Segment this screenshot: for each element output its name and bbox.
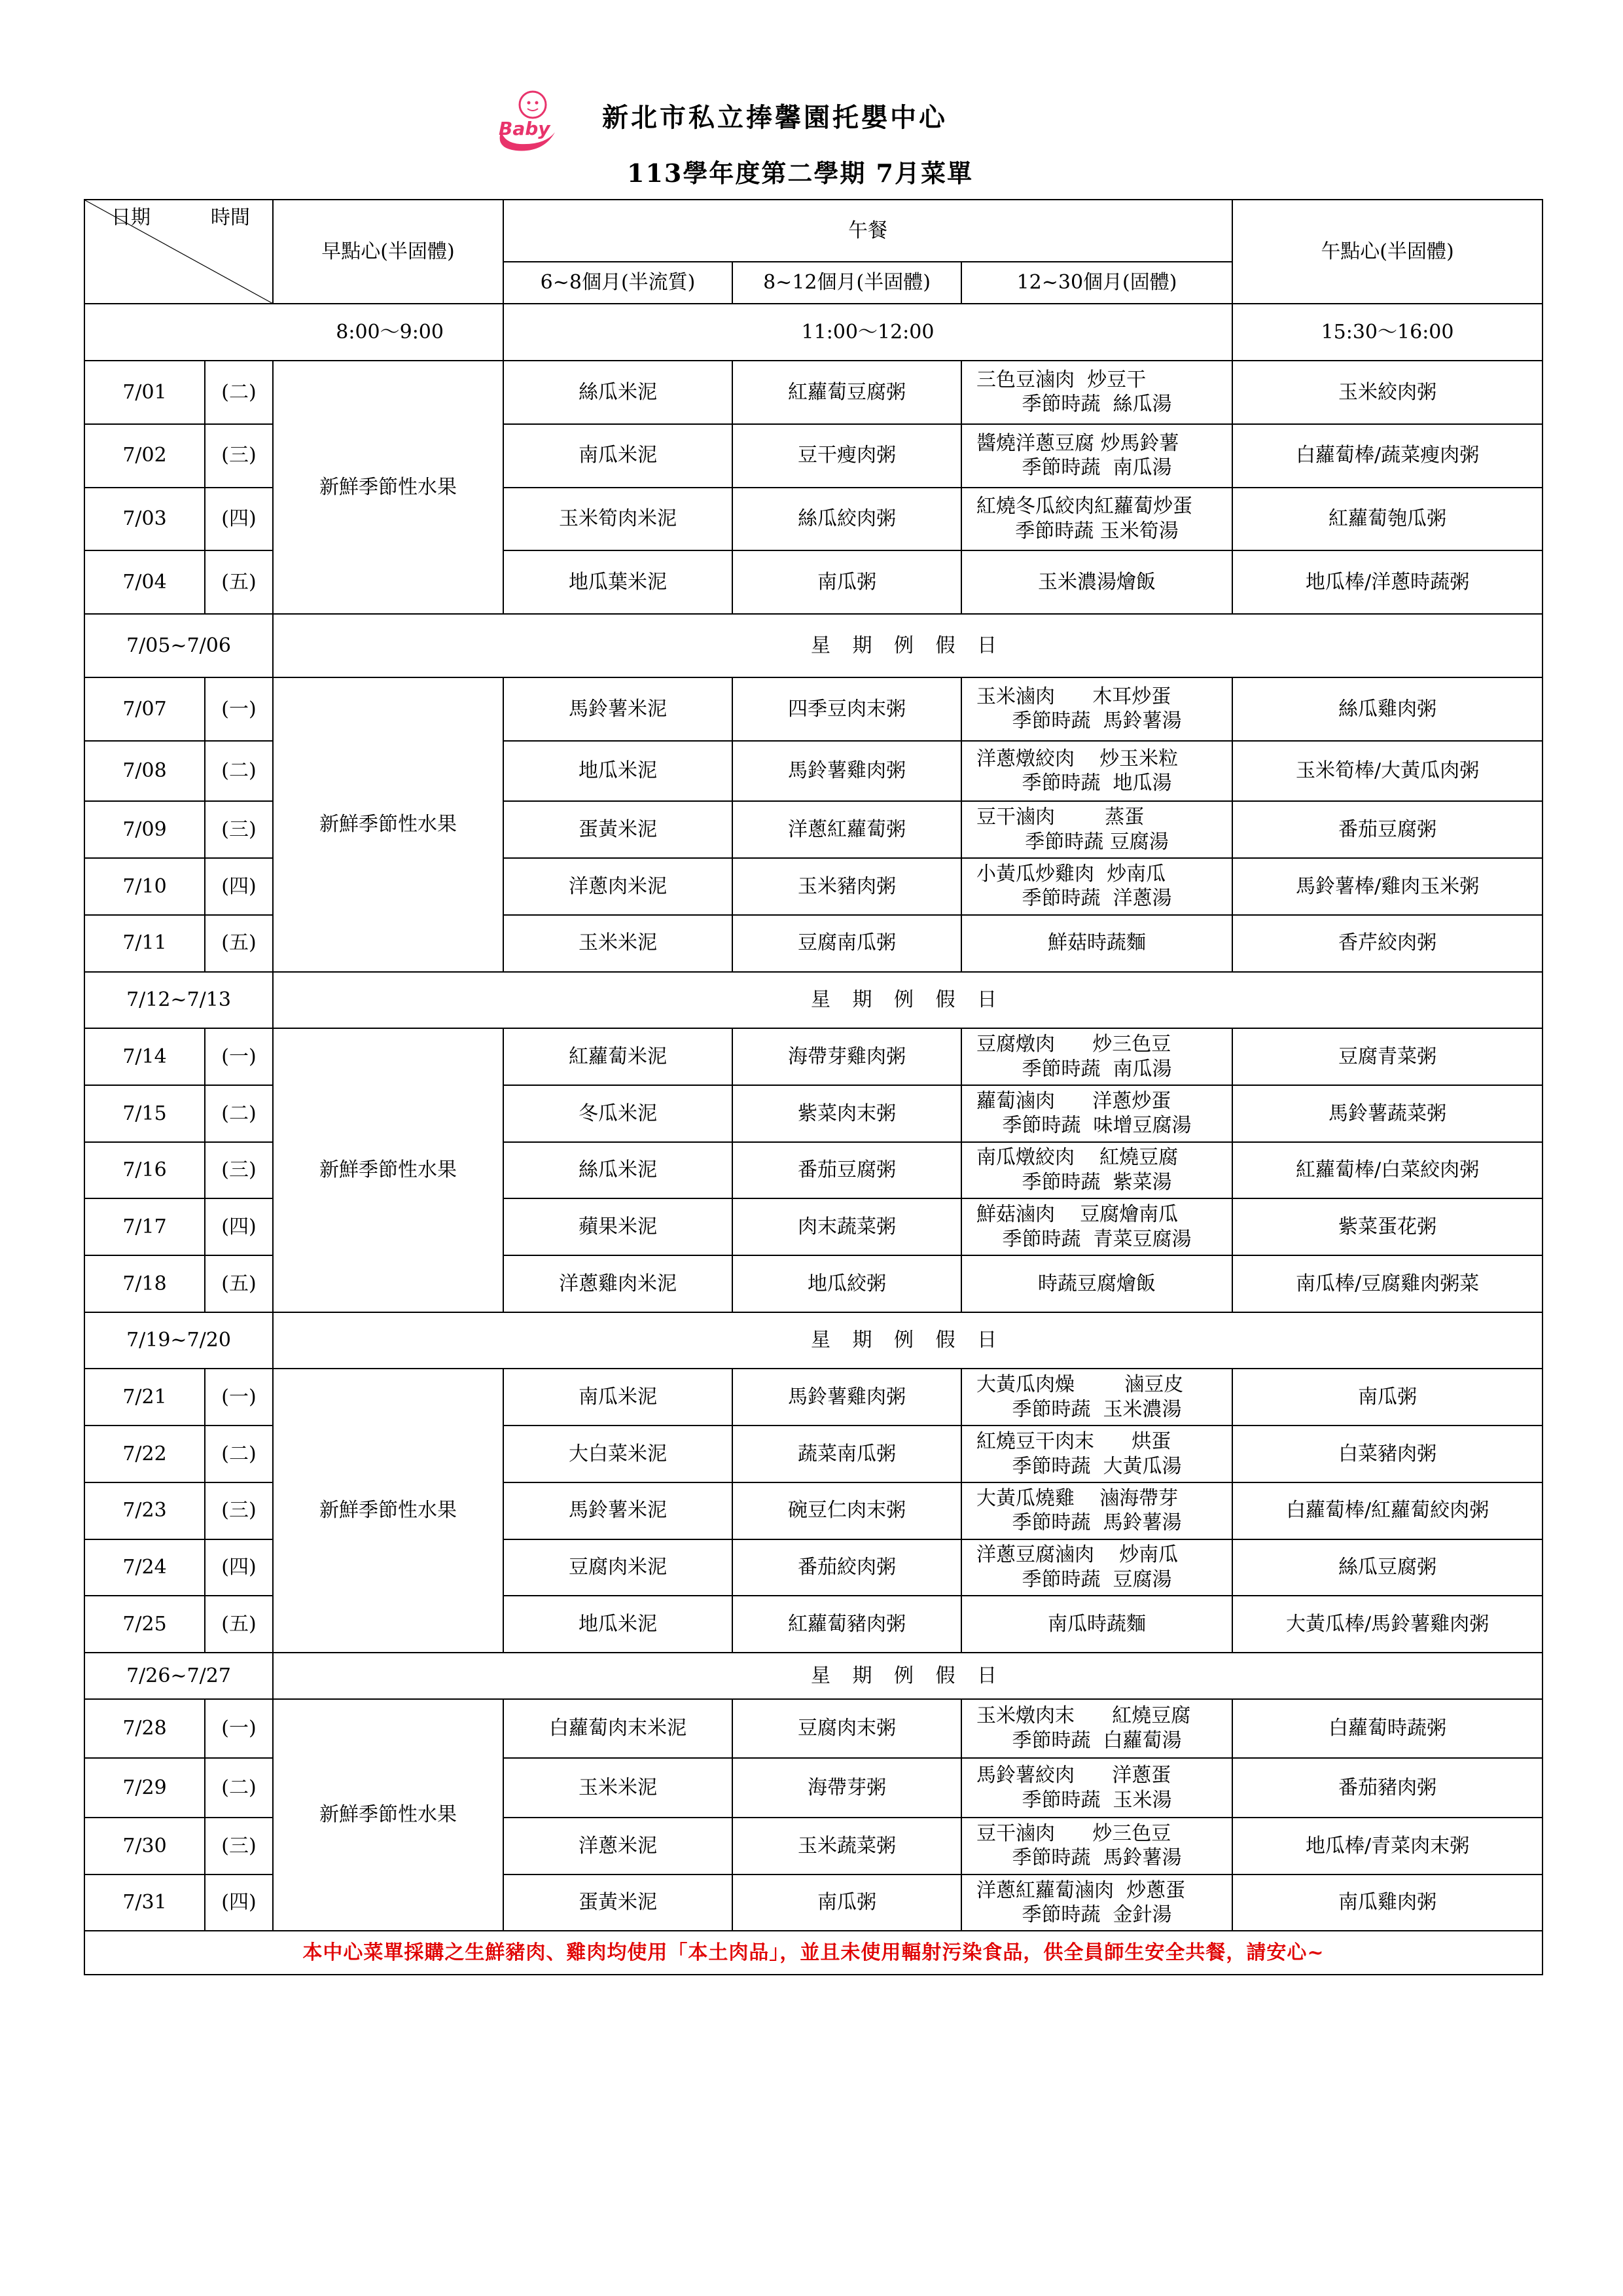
date-cell: 7/14 xyxy=(84,1028,205,1085)
lunch-line-main: 馬鈴薯絞肉 洋蔥蛋 xyxy=(976,1764,1171,1787)
afternoon-cell: 紅蘿蔔棒/白菜絞肉粥 xyxy=(1232,1142,1543,1199)
lunch-header: 午餐 xyxy=(503,200,1232,262)
lunch-8-12-cell: 馬鈴薯雞肉粥 xyxy=(732,1369,961,1426)
lunch-line-main: 醬燒洋蔥豆腐 炒馬鈴薯 xyxy=(976,431,1179,455)
lunch-6-8-cell: 絲瓜米泥 xyxy=(503,361,732,424)
afternoon-cell: 紅蘿蔔匏瓜粥 xyxy=(1232,488,1543,551)
lunch-12-30-cell xyxy=(961,1699,1232,1759)
lunch-8-12-cell: 紫菜肉末粥 xyxy=(732,1085,961,1142)
lunch-8-12-cell: 番茄絞肉粥 xyxy=(732,1539,961,1596)
lunch-8-12-cell: 絲瓜絞肉粥 xyxy=(732,488,961,551)
date-cell: 7/30 xyxy=(84,1818,205,1874)
date-cell: 7/21 xyxy=(84,1369,205,1426)
afternoon-cell: 香芹絞肉粥 xyxy=(1232,915,1543,972)
date-cell: 7/29 xyxy=(84,1758,205,1818)
lunch-12-30-cell xyxy=(961,361,1232,424)
lunch-8-12-cell: 洋蔥紅蘿蔔粥 xyxy=(732,801,961,858)
lunch-line-side: 季節時蔬 玉米濃湯 xyxy=(1012,1397,1182,1421)
lunch-line-side: 季節時蔬 豆腐湯 xyxy=(1025,830,1169,853)
holiday-label: 星 期 例 假 日 xyxy=(273,1312,1543,1369)
breakfast-time: 8:00～9:00 xyxy=(84,304,503,361)
breakfast-fruit-cell: 新鮮季節性水果 xyxy=(273,361,503,614)
lunch-line-main: 紅燒豆干肉末 烘蛋 xyxy=(976,1430,1171,1453)
weekday-cell: (一) xyxy=(205,677,273,741)
lunch-6-8-cell: 地瓜米泥 xyxy=(503,741,732,802)
lunch-8-12-cell: 南瓜粥 xyxy=(732,1874,961,1931)
weekday-cell: (一) xyxy=(205,1028,273,1085)
lunch-8-12-cell: 南瓜粥 xyxy=(732,550,961,614)
lunch-6-8-cell: 冬瓜米泥 xyxy=(503,1085,732,1142)
lunch-line-side: 季節時蔬 南瓜湯 xyxy=(1022,456,1172,480)
date-cell: 7/09 xyxy=(84,801,205,858)
afternoon-time: 15:30～16:00 xyxy=(1232,304,1543,361)
lunch-line-main: 大黃瓜肉燥 滷豆皮 xyxy=(976,1373,1184,1397)
lunch-line-main: 大黃瓜燒雞 滷海帶芽 xyxy=(976,1486,1179,1510)
holiday-row xyxy=(84,614,1543,677)
weekday-cell: (一) xyxy=(205,1699,273,1759)
table-row xyxy=(84,1028,1543,1085)
lunch-line-side: 季節時蔬 馬鈴薯湯 xyxy=(1012,1511,1182,1535)
lunch-8-12-cell: 地瓜絞粥 xyxy=(732,1255,961,1312)
date-time-header xyxy=(84,200,273,304)
weekday-cell: (五) xyxy=(205,915,273,972)
table-row xyxy=(84,677,1543,741)
lunch-6-8-cell: 地瓜米泥 xyxy=(503,1596,732,1653)
lunch-8-12-cell: 豆腐南瓜粥 xyxy=(732,915,961,972)
afternoon-cell: 南瓜棒/豆腐雞肉粥菜 xyxy=(1232,1255,1543,1312)
lunch-line-side: 季節時蔬 青菜豆腐湯 xyxy=(1002,1227,1192,1251)
lunch-line-side: 季節時蔬 味增豆腐湯 xyxy=(1002,1114,1192,1138)
date-cell: 7/07 xyxy=(84,677,205,741)
lunch-8-12-cell: 海帶芽雞肉粥 xyxy=(732,1028,961,1085)
lunch-12-30-cell: 南瓜時蔬麵 xyxy=(961,1596,1232,1653)
weekday-cell: (四) xyxy=(205,488,273,551)
lunch-8-12-cell: 蔬菜南瓜粥 xyxy=(732,1426,961,1482)
lunch-line-side: 季節時蔬 洋蔥湯 xyxy=(1022,887,1172,910)
menu-table xyxy=(84,199,1543,1975)
lunch-line-main: 蘿蔔滷肉 洋蔥炒蛋 xyxy=(976,1089,1171,1113)
afternoon-cell: 地瓜棒/洋蔥時蔬粥 xyxy=(1232,550,1543,614)
footer-row xyxy=(84,1931,1543,1975)
lunch-6-8-cell: 蛋黃米泥 xyxy=(503,1874,732,1931)
lunch-12-30-cell xyxy=(961,1369,1232,1426)
lunch-12-30-cell xyxy=(961,1818,1232,1874)
afternoon-cell: 玉米絞肉粥 xyxy=(1232,361,1543,424)
lunch-8-12-cell: 豆干瘦肉粥 xyxy=(732,424,961,488)
weekday-cell: (三) xyxy=(205,801,273,858)
weekday-cell: (四) xyxy=(205,858,273,915)
date-cell: 7/03 xyxy=(84,488,205,551)
afternoon-cell: 白蘿蔔棒/紅蘿蔔絞肉粥 xyxy=(1232,1482,1543,1539)
lunch-8-12-cell: 肉末蔬菜粥 xyxy=(732,1198,961,1255)
holiday-date-range: 7/19~7/20 xyxy=(84,1312,273,1369)
lunch-6-8-cell: 洋蔥肉米泥 xyxy=(503,858,732,915)
lunch-8-12-cell: 玉米蔬菜粥 xyxy=(732,1818,961,1874)
lunch-6-8-cell: 紅蘿蔔米泥 xyxy=(503,1028,732,1085)
date-cell: 7/22 xyxy=(84,1426,205,1482)
lunch-12-30-cell xyxy=(961,801,1232,858)
weekday-cell: (五) xyxy=(205,1255,273,1312)
svg-text:Baby: Baby xyxy=(499,118,550,139)
lunch-line-side: 季節時蔬 金針湯 xyxy=(1022,1903,1172,1927)
time-label: 時間 xyxy=(211,206,250,229)
lunch-12-30-cell xyxy=(961,858,1232,915)
lunch-6-8-cell: 玉米米泥 xyxy=(503,915,732,972)
breakfast-fruit-cell: 新鮮季節性水果 xyxy=(273,1369,503,1653)
holiday-row xyxy=(84,1653,1543,1699)
afternoon-cell: 白蘿蔔棒/蔬菜瘦肉粥 xyxy=(1232,424,1543,488)
lunch-8-12-cell: 紅蘿蔔豬肉粥 xyxy=(732,1596,961,1653)
date-cell: 7/15 xyxy=(84,1085,205,1142)
lunch-line-main: 小黃瓜炒雞肉 炒南瓜 xyxy=(976,862,1166,886)
lunch-8-12-cell: 紅蘿蔔豆腐粥 xyxy=(732,361,961,424)
breakfast-fruit-cell: 新鮮季節性水果 xyxy=(273,677,503,972)
afternoon-cell: 大黃瓜棒/馬鈴薯雞肉粥 xyxy=(1232,1596,1543,1653)
lunch-6-8-cell: 地瓜葉米泥 xyxy=(503,550,732,614)
afternoon-cell: 白菜豬肉粥 xyxy=(1232,1426,1543,1482)
weekday-cell: (三) xyxy=(205,424,273,488)
holiday-row xyxy=(84,972,1543,1029)
lunch-6-8-cell: 大白菜米泥 xyxy=(503,1426,732,1482)
lunch-6-8-cell: 蛋黃米泥 xyxy=(503,801,732,858)
weekday-cell: (四) xyxy=(205,1874,273,1931)
date-cell: 7/02 xyxy=(84,424,205,488)
lunch-line-main: 豆干滷肉 炒三色豆 xyxy=(976,1821,1171,1845)
lunch-6-8-cell: 南瓜米泥 xyxy=(503,424,732,488)
afternoon-cell: 白蘿蔔時蔬粥 xyxy=(1232,1699,1543,1759)
lunch-line-main: 洋蔥豆腐滷肉 炒南瓜 xyxy=(976,1543,1179,1567)
lunch-line-side: 季節時蔬 紫菜湯 xyxy=(1022,1170,1172,1194)
page-subtitle: 113學年度第二學期 7月菜單 xyxy=(627,158,973,188)
lunch-line-side: 季節時蔬 馬鈴薯湯 xyxy=(1012,1846,1182,1870)
date-cell: 7/11 xyxy=(84,915,205,972)
lunch-6-8-cell: 玉米筍肉米泥 xyxy=(503,488,732,551)
lunch-6-8-cell: 蘋果米泥 xyxy=(503,1198,732,1255)
afternoon-cell: 番茄豬肉粥 xyxy=(1232,1758,1543,1818)
lunch-line-side: 季節時蔬 馬鈴薯湯 xyxy=(1012,709,1182,733)
breakfast-fruit-cell: 新鮮季節性水果 xyxy=(273,1028,503,1312)
lunch-line-side: 季節時蔬 大黃瓜湯 xyxy=(1012,1454,1182,1478)
lunch-line-main: 豆腐燉肉 炒三色豆 xyxy=(976,1033,1171,1056)
weekday-cell: (三) xyxy=(205,1482,273,1539)
afternoon-cell: 南瓜粥 xyxy=(1232,1369,1543,1426)
afternoon-cell: 玉米筍棒/大黃瓜肉粥 xyxy=(1232,741,1543,802)
weekday-cell: (三) xyxy=(205,1818,273,1874)
lunch-12-30-cell xyxy=(961,1539,1232,1596)
lunch-line-side: 季節時蔬 豆腐湯 xyxy=(1022,1568,1172,1591)
breakfast-fruit-cell: 新鮮季節性水果 xyxy=(273,1699,503,1931)
lunch-6-8-cell: 絲瓜米泥 xyxy=(503,1142,732,1199)
date-cell: 7/01 xyxy=(84,361,205,424)
date-cell: 7/10 xyxy=(84,858,205,915)
breakfast-header: 早點心(半固體) xyxy=(273,200,503,304)
lunch-8-12-cell: 馬鈴薯雞肉粥 xyxy=(732,741,961,802)
lunch-12-30-cell xyxy=(961,1426,1232,1482)
weekday-cell: (一) xyxy=(205,1369,273,1426)
lunch-8-12-cell: 番茄豆腐粥 xyxy=(732,1142,961,1199)
afternoon-cell: 馬鈴薯蔬菜粥 xyxy=(1232,1085,1543,1142)
afternoon-cell: 馬鈴薯棒/雞肉玉米粥 xyxy=(1232,858,1543,915)
lunch-line-side: 季節時蔬 絲瓜湯 xyxy=(1022,393,1172,416)
lunch-line-main: 南瓜燉絞肉 紅燒豆腐 xyxy=(976,1146,1179,1170)
lunch-12-30-cell xyxy=(961,1142,1232,1199)
afternoon-cell: 南瓜雞肉粥 xyxy=(1232,1874,1543,1931)
weekday-cell: (二) xyxy=(205,361,273,424)
lunch-line-main: 鮮菇滷肉 豆腐燴南瓜 xyxy=(976,1203,1179,1227)
page-header xyxy=(0,85,1623,216)
weekday-cell: (四) xyxy=(205,1198,273,1255)
lunch-12-30-cell xyxy=(961,488,1232,551)
lunch-12-30-cell xyxy=(961,741,1232,802)
date-cell: 7/17 xyxy=(84,1198,205,1255)
table-row xyxy=(84,1699,1543,1759)
lunch-6-8-cell: 馬鈴薯米泥 xyxy=(503,1482,732,1539)
date-cell: 7/18 xyxy=(84,1255,205,1312)
date-cell: 7/24 xyxy=(84,1539,205,1596)
lunch-line-main: 三色豆滷肉 炒豆干 xyxy=(976,368,1147,391)
date-label: 日期 xyxy=(111,206,151,229)
lunch-8-12-cell: 豆腐肉末粥 xyxy=(732,1699,961,1759)
table-row xyxy=(84,1369,1543,1426)
weekday-cell: (五) xyxy=(205,1596,273,1653)
lunch-12-30-cell: 玉米濃湯燴飯 xyxy=(961,550,1232,614)
lunch-12-30-cell: 鮮菇時蔬麵 xyxy=(961,915,1232,972)
holiday-label: 星 期 例 假 日 xyxy=(273,1653,1543,1699)
weekday-cell: (二) xyxy=(205,741,273,802)
lunch-12-30-cell xyxy=(961,677,1232,741)
lunch-line-main: 玉米燉肉末 紅燒豆腐 xyxy=(976,1704,1191,1728)
date-cell: 7/31 xyxy=(84,1874,205,1931)
date-cell: 7/08 xyxy=(84,741,205,802)
lunch-8-12-cell: 四季豆肉末粥 xyxy=(732,677,961,741)
lunch-12-30-cell: 時蔬豆腐燴飯 xyxy=(961,1255,1232,1312)
lunch-12-30-cell xyxy=(961,1874,1232,1931)
lunch-8-12-cell: 玉米豬肉粥 xyxy=(732,858,961,915)
lunch-6-8-cell: 白蘿蔔肉末米泥 xyxy=(503,1699,732,1759)
weekday-cell: (二) xyxy=(205,1085,273,1142)
lunch-line-main: 紅燒冬瓜絞肉紅蘿蔔炒蛋 xyxy=(976,495,1192,518)
lunch-6-8-cell: 玉米米泥 xyxy=(503,1758,732,1818)
afternoon-cell: 番茄豆腐粥 xyxy=(1232,801,1543,858)
lunch-6-8-cell: 洋蔥米泥 xyxy=(503,1818,732,1874)
date-cell: 7/04 xyxy=(84,550,205,614)
holiday-date-range: 7/05~7/06 xyxy=(84,614,273,677)
footer-note: 本中心菜單採購之生鮮豬肉、雞肉均使用「本土肉品」，並且未使用輻射污染食品，供全員師生安全共餐，請安心~ xyxy=(84,1931,1543,1975)
lunch-line-side: 季節時蔬 玉米筍湯 xyxy=(1015,519,1179,543)
afternoon-cell: 絲瓜雞肉粥 xyxy=(1232,677,1543,741)
lunch-line-side: 季節時蔬 玉米湯 xyxy=(1022,1788,1172,1812)
lunch-6-8-cell: 南瓜米泥 xyxy=(503,1369,732,1426)
lunch-12-30-cell xyxy=(961,1758,1232,1818)
weekday-cell: (三) xyxy=(205,1142,273,1199)
lunch-6-8-cell: 洋蔥雞肉米泥 xyxy=(503,1255,732,1312)
weekday-cell: (四) xyxy=(205,1539,273,1596)
date-cell: 7/25 xyxy=(84,1596,205,1653)
date-cell: 7/28 xyxy=(84,1699,205,1759)
baby-logo xyxy=(490,85,563,158)
lunch-6-8-header: 6~8個月(半流質) xyxy=(503,262,732,304)
holiday-date-range: 7/12~7/13 xyxy=(84,972,273,1029)
afternoon-cell: 絲瓜豆腐粥 xyxy=(1232,1539,1543,1596)
date-cell: 7/16 xyxy=(84,1142,205,1199)
lunch-12-30-cell xyxy=(961,1482,1232,1539)
afternoon-header: 午點心(半固體) xyxy=(1232,200,1543,304)
lunch-line-side: 季節時蔬 南瓜湯 xyxy=(1022,1057,1172,1081)
page-title: 新北市私立捧馨園托嬰中心 xyxy=(602,102,948,133)
lunch-8-12-cell: 碗豆仁肉末粥 xyxy=(732,1482,961,1539)
weekday-cell: (二) xyxy=(205,1758,273,1818)
lunch-8-12-header: 8~12個月(半固體) xyxy=(732,262,961,304)
lunch-12-30-cell xyxy=(961,424,1232,488)
table-row xyxy=(84,361,1543,424)
weekday-cell: (五) xyxy=(205,550,273,614)
lunch-6-8-cell: 豆腐肉米泥 xyxy=(503,1539,732,1596)
afternoon-cell: 豆腐青菜粥 xyxy=(1232,1028,1543,1085)
lunch-12-30-cell xyxy=(961,1085,1232,1142)
weekday-cell: (二) xyxy=(205,1426,273,1482)
holiday-date-range: 7/26~7/27 xyxy=(84,1653,273,1699)
lunch-12-30-cell xyxy=(961,1028,1232,1085)
lunch-line-side: 季節時蔬 白蘿蔔湯 xyxy=(1012,1729,1182,1752)
lunch-line-main: 洋蔥燉絞肉 炒玉米粒 xyxy=(976,747,1179,770)
afternoon-cell: 紫菜蛋花粥 xyxy=(1232,1198,1543,1255)
lunch-6-8-cell: 馬鈴薯米泥 xyxy=(503,677,732,741)
holiday-label: 星 期 例 假 日 xyxy=(273,972,1543,1029)
lunch-line-main: 豆干滷肉 蒸蛋 xyxy=(976,806,1145,829)
lunch-line-main: 玉米滷肉 木耳炒蛋 xyxy=(976,685,1171,708)
date-cell: 7/23 xyxy=(84,1482,205,1539)
lunch-8-12-cell: 海帶芽粥 xyxy=(732,1758,961,1818)
lunch-12-30-header: 12~30個月(固體) xyxy=(961,262,1232,304)
holiday-label: 星 期 例 假 日 xyxy=(273,614,1543,677)
afternoon-cell: 地瓜棒/青菜肉末粥 xyxy=(1232,1818,1543,1874)
lunch-12-30-cell xyxy=(961,1198,1232,1255)
lunch-line-main: 洋蔥紅蘿蔔滷肉 炒蔥蛋 xyxy=(976,1878,1186,1902)
lunch-line-side: 季節時蔬 地瓜湯 xyxy=(1022,772,1172,795)
holiday-row xyxy=(84,1312,1543,1369)
lunch-time: 11:00～12:00 xyxy=(503,304,1232,361)
